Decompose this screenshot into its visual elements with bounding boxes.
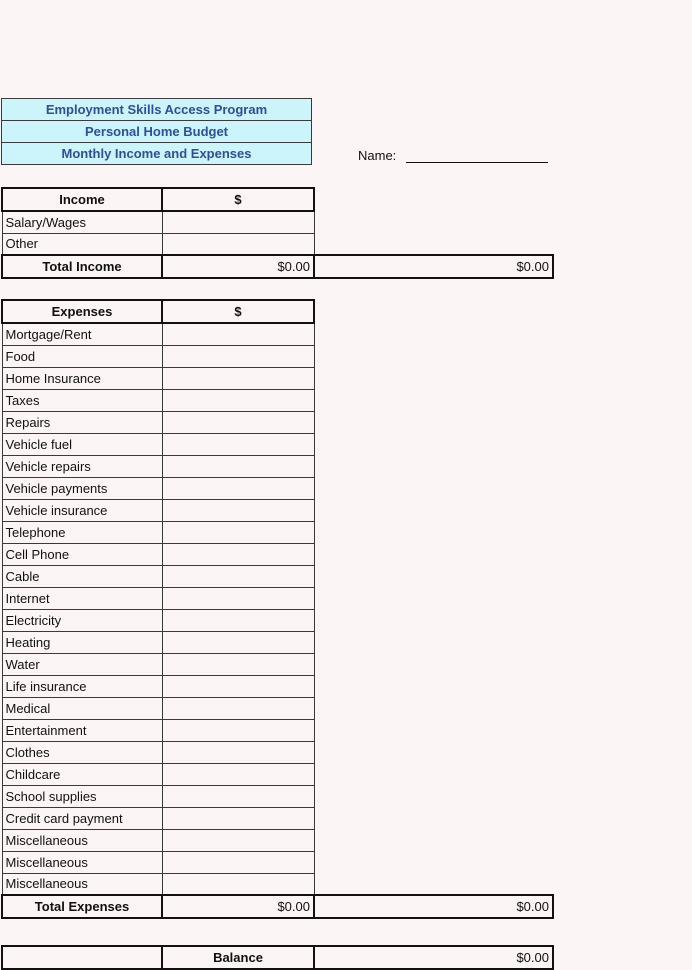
expenses-row-amount[interactable] [162, 367, 314, 389]
balance-label: Balance [162, 946, 314, 969]
expenses-row [2, 499, 553, 521]
expenses-row-amount[interactable] [162, 631, 314, 653]
expenses-row-label: Vehicle insurance [2, 499, 162, 521]
name-label: Name: [358, 148, 397, 163]
expenses-row-amount[interactable] [162, 477, 314, 499]
income-table [1, 187, 554, 279]
expenses-row-label: Miscellaneous [2, 873, 162, 895]
expenses-row-amount[interactable] [162, 675, 314, 697]
expenses-row [2, 785, 553, 807]
expenses-row [2, 807, 553, 829]
total-income-row [2, 255, 553, 278]
total-expenses-value: $0.00 [162, 895, 314, 918]
expenses-row [2, 565, 553, 587]
expenses-row-amount[interactable] [162, 521, 314, 543]
income-row [2, 211, 553, 233]
balance-table [1, 945, 554, 970]
expenses-row-amount[interactable] [162, 851, 314, 873]
expenses-row-amount[interactable] [162, 587, 314, 609]
expenses-row-amount[interactable] [162, 433, 314, 455]
expenses-row-label: Vehicle repairs [2, 455, 162, 477]
total-expenses-row [2, 895, 553, 918]
expenses-row-label: Telephone [2, 521, 162, 543]
income-row-amount[interactable] [162, 211, 314, 233]
expenses-row-amount[interactable] [162, 807, 314, 829]
program-header [1, 98, 312, 165]
expenses-row-amount[interactable] [162, 411, 314, 433]
expenses-header-row [2, 300, 553, 323]
expenses-row [2, 609, 553, 631]
expenses-row-label: Vehicle fuel [2, 433, 162, 455]
expenses-row [2, 521, 553, 543]
income-row-amount[interactable] [162, 233, 314, 255]
income-heading: Income [2, 188, 162, 211]
expenses-row-amount[interactable] [162, 323, 314, 345]
total-expenses-label: Total Expenses [2, 895, 162, 918]
balance-value: $0.00 [314, 946, 553, 969]
expenses-row-amount[interactable] [162, 609, 314, 631]
expenses-row-amount[interactable] [162, 499, 314, 521]
income-currency-heading: $ [162, 188, 314, 211]
expenses-table [1, 299, 554, 919]
expenses-row-label: Home Insurance [2, 367, 162, 389]
expenses-row [2, 411, 553, 433]
expenses-heading: Expenses [2, 300, 162, 323]
expenses-row-label: Life insurance [2, 675, 162, 697]
expenses-row-label: Internet [2, 587, 162, 609]
expenses-row [2, 345, 553, 367]
expenses-row-label: Credit card payment [2, 807, 162, 829]
expenses-row-label: Water [2, 653, 162, 675]
expenses-row [2, 389, 553, 411]
expenses-row [2, 653, 553, 675]
total-expenses-value-2: $0.00 [314, 895, 553, 918]
expenses-row [2, 455, 553, 477]
total-income-value-2: $0.00 [314, 255, 553, 278]
income-row [2, 233, 553, 255]
expenses-row [2, 631, 553, 653]
expenses-row [2, 741, 553, 763]
total-income-label: Total Income [2, 255, 162, 278]
expenses-row-label: Heating [2, 631, 162, 653]
expense-rows [2, 323, 553, 895]
expenses-row [2, 719, 553, 741]
expenses-row-label: Entertainment [2, 719, 162, 741]
expenses-row [2, 873, 553, 895]
balance-row [2, 946, 553, 969]
expenses-row-amount[interactable] [162, 785, 314, 807]
expenses-row-label: Miscellaneous [2, 851, 162, 873]
expenses-row-amount[interactable] [162, 873, 314, 895]
expenses-row [2, 697, 553, 719]
expenses-row-label: Miscellaneous [2, 829, 162, 851]
expenses-row-amount[interactable] [162, 763, 314, 785]
income-row-label: Other [2, 233, 162, 255]
expenses-row [2, 829, 553, 851]
budget-title: Personal Home Budget [2, 121, 311, 143]
expenses-row [2, 477, 553, 499]
expenses-row-label: Electricity [2, 609, 162, 631]
total-income-value: $0.00 [162, 255, 314, 278]
expenses-row-label: Taxes [2, 389, 162, 411]
income-header-row [2, 188, 553, 211]
expenses-row [2, 587, 553, 609]
expenses-row-amount[interactable] [162, 829, 314, 851]
expenses-row [2, 851, 553, 873]
expenses-row [2, 433, 553, 455]
expenses-row-label: Cell Phone [2, 543, 162, 565]
expenses-row-label: Repairs [2, 411, 162, 433]
income-row-label: Salary/Wages [2, 211, 162, 233]
expenses-row [2, 675, 553, 697]
expenses-row-label: Food [2, 345, 162, 367]
expenses-row-amount[interactable] [162, 543, 314, 565]
expenses-row-amount[interactable] [162, 719, 314, 741]
expenses-row-label: Vehicle payments [2, 477, 162, 499]
expenses-row-amount[interactable] [162, 345, 314, 367]
expenses-row-amount[interactable] [162, 389, 314, 411]
expenses-row [2, 323, 553, 345]
expenses-row-amount[interactable] [162, 697, 314, 719]
program-title: Employment Skills Access Program [2, 99, 311, 121]
balance-blank-cell [2, 946, 162, 969]
expenses-row [2, 367, 553, 389]
expenses-row-amount[interactable] [162, 741, 314, 763]
expenses-row-label: Medical [2, 697, 162, 719]
expenses-row-label: Childcare [2, 763, 162, 785]
expenses-row-label: Cable [2, 565, 162, 587]
expenses-row [2, 763, 553, 785]
expenses-row-amount[interactable] [162, 455, 314, 477]
budget-subtitle: Monthly Income and Expenses [61, 146, 252, 161]
name-field[interactable] [406, 162, 548, 163]
expenses-currency-heading: $ [162, 300, 314, 323]
expenses-row-label: School supplies [2, 785, 162, 807]
expenses-row-amount[interactable] [162, 653, 314, 675]
expenses-row-label: Clothes [2, 741, 162, 763]
expenses-row [2, 543, 553, 565]
expenses-row-label: Mortgage/Rent [2, 323, 162, 345]
expenses-row-amount[interactable] [162, 565, 314, 587]
income-rows [2, 211, 553, 255]
